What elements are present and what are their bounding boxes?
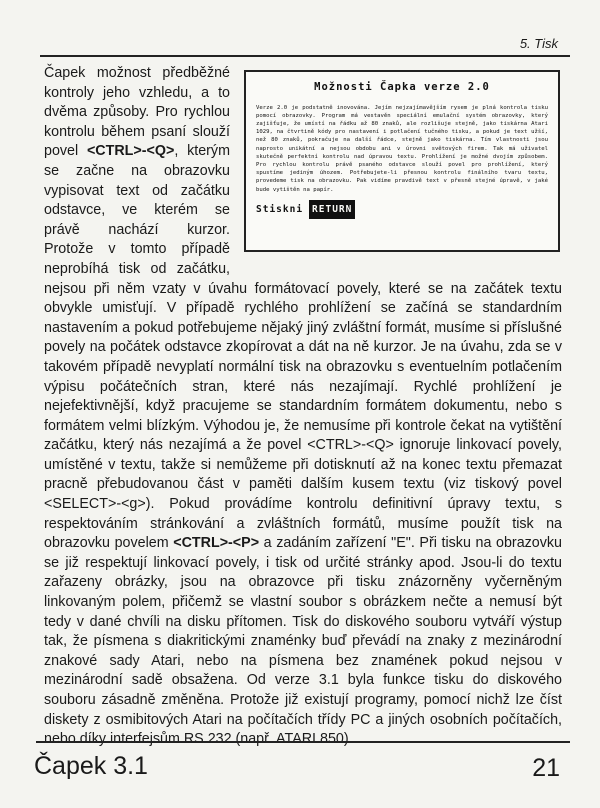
paragraph-text-3: a zadáním zařízení "E". Při tisku na obrazovku se již respektují linkovací povely, i tisk od určité stránky apod. Jsou-li do textu zařazeny obrázky, jsou na obrazovce při tisku znázorněny vyčerněným linkovaným polem, přičemž se vlastní soubor s obrázkem nečte a nemusí být tedy v dané chvíli na disku přítomen. Tisk do diskového souboru vytváří výstup tak, že písmena s diakritickými znaménky buď převádí na znaky z mezinárodní znakové sady Atari, nebo na písmena bez znamének pokud nejsou v mezinárodní sadě obsažena. Od verze 3.1 byla funkce tisku do diskového souboru zásadně změněna. Protože již existují programy, pomocí nichž lze číst diskety z osmibitových Atari na počítačích třídy PC a jiných osobních počítačích, nebo díky interfejsům RS 232 (např. ATARI 850): [44, 535, 562, 748]
screen-title: Možnosti Čapka verze 2.0: [314, 81, 490, 93]
screen-footer: [256, 200, 548, 220]
header-rule: [40, 55, 570, 57]
chapter-header: 5. Tisk: [519, 36, 558, 51]
footer-rule: [36, 741, 570, 743]
footer-title: Čapek 3.1: [34, 752, 148, 780]
keyboard-command-ctrl-p: <CTRL>-<P>: [173, 535, 260, 552]
body-text: [44, 64, 562, 750]
screen-illustration: [244, 70, 560, 252]
paragraph-text-2: , kterým se začne na obrazovku vypisovat text od začátku odstavce, ve kterém se právě nachází kurzor. Protože v tomto případě neprobíhá tisk od začátku, nejsou při něm vzaty v úvahu formátovací povely, které se na začátek textu obvykle umisťují. V případě rychlého prohlížení se začíná se standardním nastavením a pokud potřebujeme nějaký jiný zvláštní formát, musíme si příslušné povely na počátek odstavce zkopírovat a dát na ně kurzor. Je na úvahu, zda se v takovém případě nevyplatí normální tisk na obrazovku s eventuelním potlačením výpisu počátečních stran, které nás nezajímají. Rychlé prohlížení je nejefektivnější, když pracujeme se standardním formátem dokumentu, nebo s formátem velmi blízkým. Výhodou je, že nemusíme při kontrole čekat na vytištění začátku, který nás nezajímá a že povel <CTRL>-<Q> ignoruje linkovací povely, umístěné v textu, takže si nemůžeme při dotisknutí až na konec textu přemazat pracně přebudovanou část v paměti dalším kusem textu (viz tiskový povel <SELECT>-<g>). Pokud provádíme kontrolu definitivní úpravy textu, s respektováním stránkování a zvláštních formátů, musíme použít tisk na obrazovku povelem: [44, 143, 562, 552]
page-number: 21: [532, 754, 560, 782]
paragraph-text-1: Čapek možnost předběžné kontroly jeho vzhledu, a to dvěma způsoby. Pro rychlou kontrolu během psaní slouží povel: [44, 65, 230, 160]
screen-body-text: Verze 2.0 je podstatně inovována. Jejím nejzajímavějším rysem je plná kontrola tisku pomocí obrazovky. Program má vestavěn speciální emulační systém obrazovky, který zajišťuje, že umístí na řádku až 80 znaků, ale rozlišuje stejně, jako tiskárna Atari 1029, na čtvrtině kódy pro nastavení i potlačení tučného tisku, a pokud je text užší, než 80 znaků, pokračuje na další řádce, stejně jako tiskárna. Tím vlastnosti jsou naprosto unikátní a nejsou obdobu ani v úrovni světových firem. Tak má uživatel skutečně perfektní kontrolu nad úpravou textu. Prohlížení je možné dvojím způsobem. Pro rychlou kontrolu právě psaného odstavce slouží povel pro prohlížení, který spustíme jediným úhozem. Potřebujete-li přesnou kontrolu finálního tvaru textu, provedeme tisk na obrazovku. Pak vidíme pravdivě text v přesně stejné úpravě, v jaké bude vytištěn na papír.: [256, 104, 548, 193]
keyboard-command-ctrl-q: <CTRL>-<Q>: [86, 143, 175, 160]
screen-footer-label: Stiskni: [256, 203, 304, 215]
screen-footer-key: RETURN: [309, 200, 355, 220]
